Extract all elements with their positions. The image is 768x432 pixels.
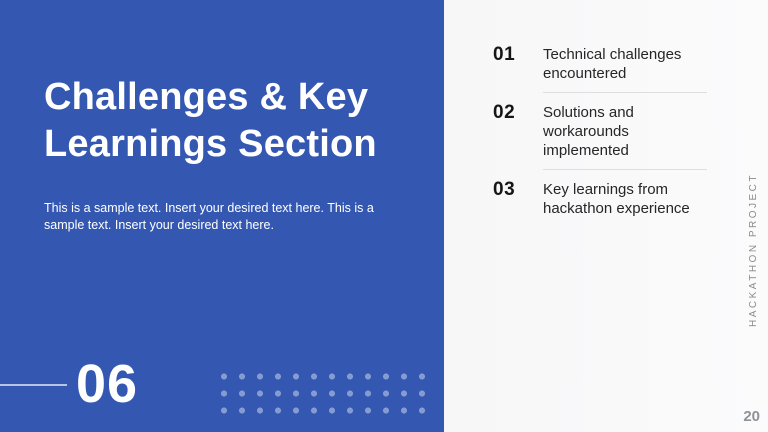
slide-title xyxy=(44,74,414,168)
section-number: 06 xyxy=(76,354,139,414)
list-item-number: 01 xyxy=(493,44,516,65)
list-item-text: Technical challenges encountered xyxy=(543,46,682,82)
list-item-text: Key learnings from hackathon experience xyxy=(543,181,690,217)
list-item-text: Solutions and workarounds implemented xyxy=(543,104,634,159)
slide-title-line-1: Challenges & Key xyxy=(44,76,369,118)
list-item xyxy=(493,93,715,169)
slide-title-line-2: Learnings Section xyxy=(44,123,377,165)
list-item-number: 03 xyxy=(493,179,516,200)
agenda-list xyxy=(493,45,715,227)
section-number-accent-line xyxy=(0,384,67,386)
list-item xyxy=(493,45,715,92)
list-item-number: 02 xyxy=(493,102,516,123)
list-item xyxy=(493,170,715,227)
slide-description: This is a sample text. Insert your desired text here. This is a sample text. Insert your desired text here. xyxy=(44,201,374,232)
vertical-project-label: HACKATHON PROJECT xyxy=(748,173,759,327)
dot-grid-decoration xyxy=(215,368,431,419)
page-number: 20 xyxy=(743,408,760,425)
